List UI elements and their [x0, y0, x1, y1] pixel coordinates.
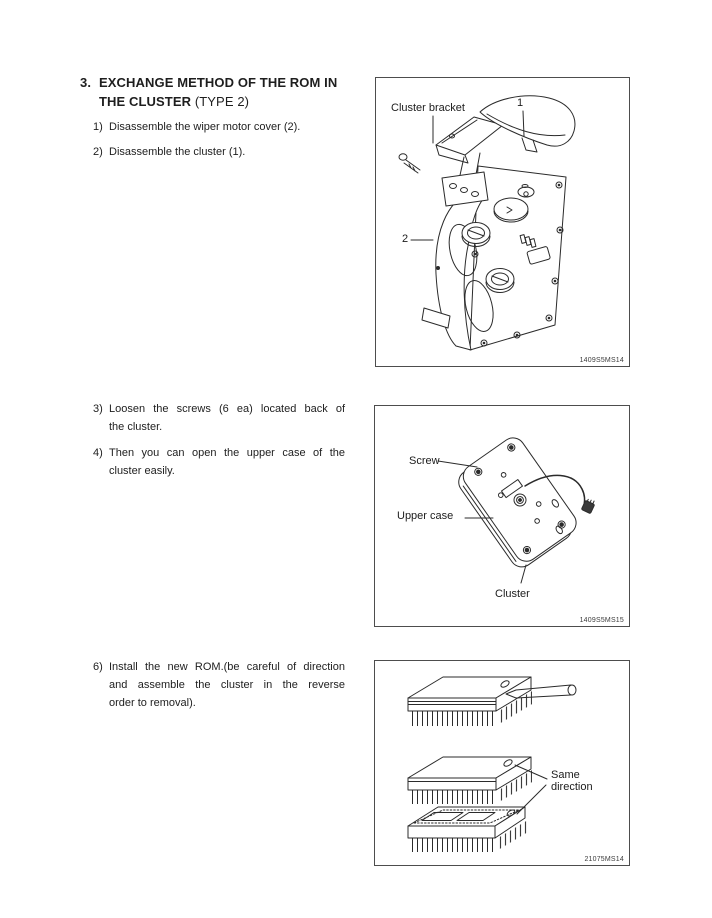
label-upper-case: Upper case	[397, 510, 454, 522]
heading-line1: EXCHANGE METHOD OF THE ROM IN	[99, 75, 338, 90]
cluster-disassembly-illustration	[376, 78, 629, 366]
step-6	[93, 658, 345, 712]
label-item-1: 1	[517, 97, 524, 109]
label-same-direction	[551, 769, 593, 793]
step-2-text: Disassemble the cluster (1).	[109, 146, 246, 158]
leader-cluster	[521, 565, 526, 583]
wire-connector	[581, 498, 596, 514]
label-item-2: 2	[402, 233, 409, 245]
step-4-text-line2: cluster easily.	[109, 465, 175, 477]
step-3-text-line2: the cluster.	[109, 421, 163, 433]
label-screw: Screw	[409, 455, 440, 467]
step-1-text: Disassemble the wiper motor cover (2).	[109, 121, 301, 133]
step-4-text-line1: Then you can open the upper case of the	[109, 447, 345, 459]
figure-code: 1409S5MS14	[579, 357, 624, 364]
section-number: 3.	[80, 75, 92, 90]
step-6-number: 6)	[93, 661, 103, 673]
heading-line2-bold: THE CLUSTER	[99, 94, 192, 109]
label-cluster-bracket: Cluster bracket	[391, 102, 465, 114]
step-4	[93, 444, 345, 480]
heading-line2-type: (TYPE 2)	[191, 94, 250, 109]
figure-cluster-disassembly	[375, 77, 630, 367]
step-6-text-line1: Install the new ROM.(be careful of direction	[109, 661, 345, 673]
step-1	[93, 118, 345, 136]
steps-block-2	[93, 400, 345, 480]
step-2-number: 2)	[93, 146, 103, 158]
label-same: Same	[551, 769, 580, 781]
figure-code: 21075MS14	[584, 856, 624, 863]
step-6-text-line2: and assemble the cluster in the reverse	[109, 679, 345, 691]
rom-direction-illustration	[375, 661, 629, 865]
step-2	[93, 143, 345, 161]
label-cluster: Cluster	[495, 588, 530, 600]
figure-rom-direction	[374, 660, 630, 866]
step-6-text-line3: order to removal).	[109, 697, 196, 709]
section-heading	[80, 73, 360, 111]
leader-screw	[438, 461, 477, 467]
heading-line2	[99, 92, 337, 111]
figure-cluster-back	[374, 405, 630, 627]
step-3-number: 3)	[93, 403, 103, 415]
step-4-number: 4)	[93, 447, 103, 459]
step-3-text-line1: Loosen the screws (6 ea) located back of	[109, 403, 345, 415]
step-1-number: 1)	[93, 121, 103, 133]
step-3	[93, 400, 345, 436]
steps-block-3	[93, 658, 345, 712]
steps-block-1	[93, 118, 345, 161]
label-direction: direction	[551, 781, 593, 793]
figure-code: 1409S5MS15	[579, 617, 624, 624]
